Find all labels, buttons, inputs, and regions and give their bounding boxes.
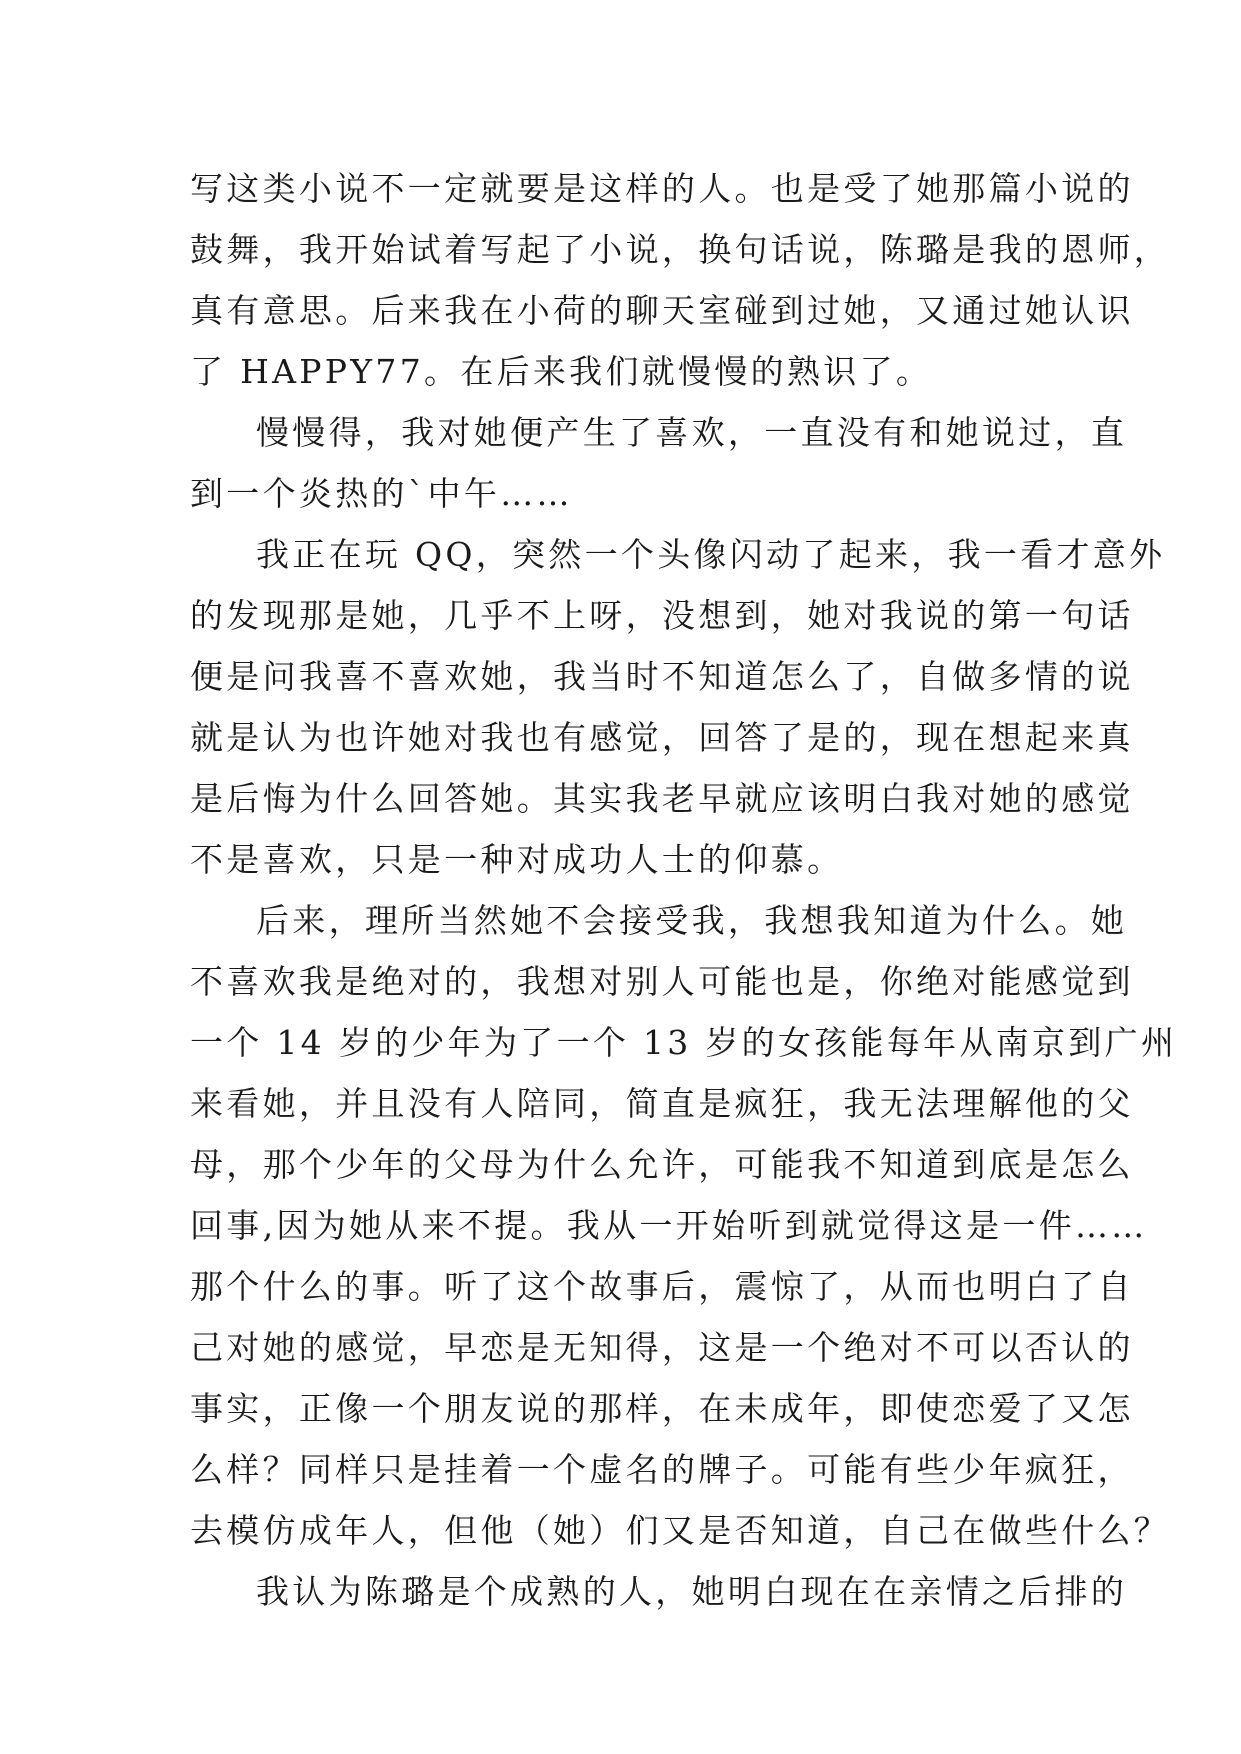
text-line: 到一个炎热的`中午…… — [190, 474, 573, 513]
text-line: 事实，正像一个朋友说的那样，在未成年，即使恋爱了又怎 — [190, 1389, 1134, 1428]
text-line: 那个什么的事。听了这个故事后，震惊了，从而也明白了自 — [190, 1267, 1134, 1306]
text-line: 不喜欢我是绝对的，我想对别人可能也是，你绝对能感觉到 — [190, 962, 1134, 1001]
text-line: 了 HAPPY77。在后来我们就慢慢的熟识了。 — [190, 352, 933, 391]
text-line: 么样？同样只是挂着一个虚名的牌子。可能有些少年疯狂， — [190, 1450, 1134, 1489]
text-line: 鼓舞，我开始试着写起了小说，换句话说，陈璐是我的恩师， — [190, 230, 1171, 269]
text-line: 是后悔为什么回答她。其实我老早就应该明白我对她的感觉 — [190, 779, 1134, 818]
text-line: 的发现那是她，几乎不上呀，没想到，她对我说的第一句话 — [190, 596, 1134, 635]
text-line: 我认为陈璐是个成熟的人，她明白现在在亲情之后排的 — [256, 1572, 1128, 1611]
text-line: 就是认为也许她对我也有感觉，回答了是的，现在想起来真 — [190, 718, 1134, 757]
text-line: 我正在玩 QQ，突然一个头像闪动了起来，我一看才意外 — [256, 535, 1166, 574]
text-line: 回事,因为她从来不提。我从一开始听到就觉得这是一件…… — [190, 1206, 1148, 1245]
text-line: 后来，理所当然她不会接受我，我想我知道为什么。她 — [256, 901, 1128, 940]
text-line: 去模仿成年人，但他（她）们又是否知道，自己在做些什么？ — [190, 1511, 1171, 1550]
body-text — [190, 158, 1178, 1622]
text-line: 己对她的感觉，早恋是无知得，这是一个绝对不可以否认的 — [190, 1328, 1134, 1367]
text-line: 来看她，并且没有人陪同，简直是疯狂，我无法理解他的父 — [190, 1084, 1134, 1123]
text-line: 母，那个少年的父母为什么允许，可能我不知道到底是怎么 — [190, 1145, 1134, 1184]
text-line: 真有意思。后来我在小荷的聊天室碰到过她，又通过她认识 — [190, 291, 1134, 330]
text-line: 一个 14 岁的少年为了一个 13 岁的女孩能每年从南京到广州 — [190, 1023, 1178, 1062]
text-line: 写这类小说不一定就要是这样的人。也是受了她那篇小说的 — [190, 169, 1134, 208]
text-line: 便是问我喜不喜欢她，我当时不知道怎么了，自做多情的说 — [190, 657, 1134, 696]
text-line: 不是喜欢，只是一种对成功人士的仰慕。 — [190, 840, 844, 879]
text-line: 慢慢得，我对她便产生了喜欢，一直没有和她说过，直 — [256, 413, 1128, 452]
